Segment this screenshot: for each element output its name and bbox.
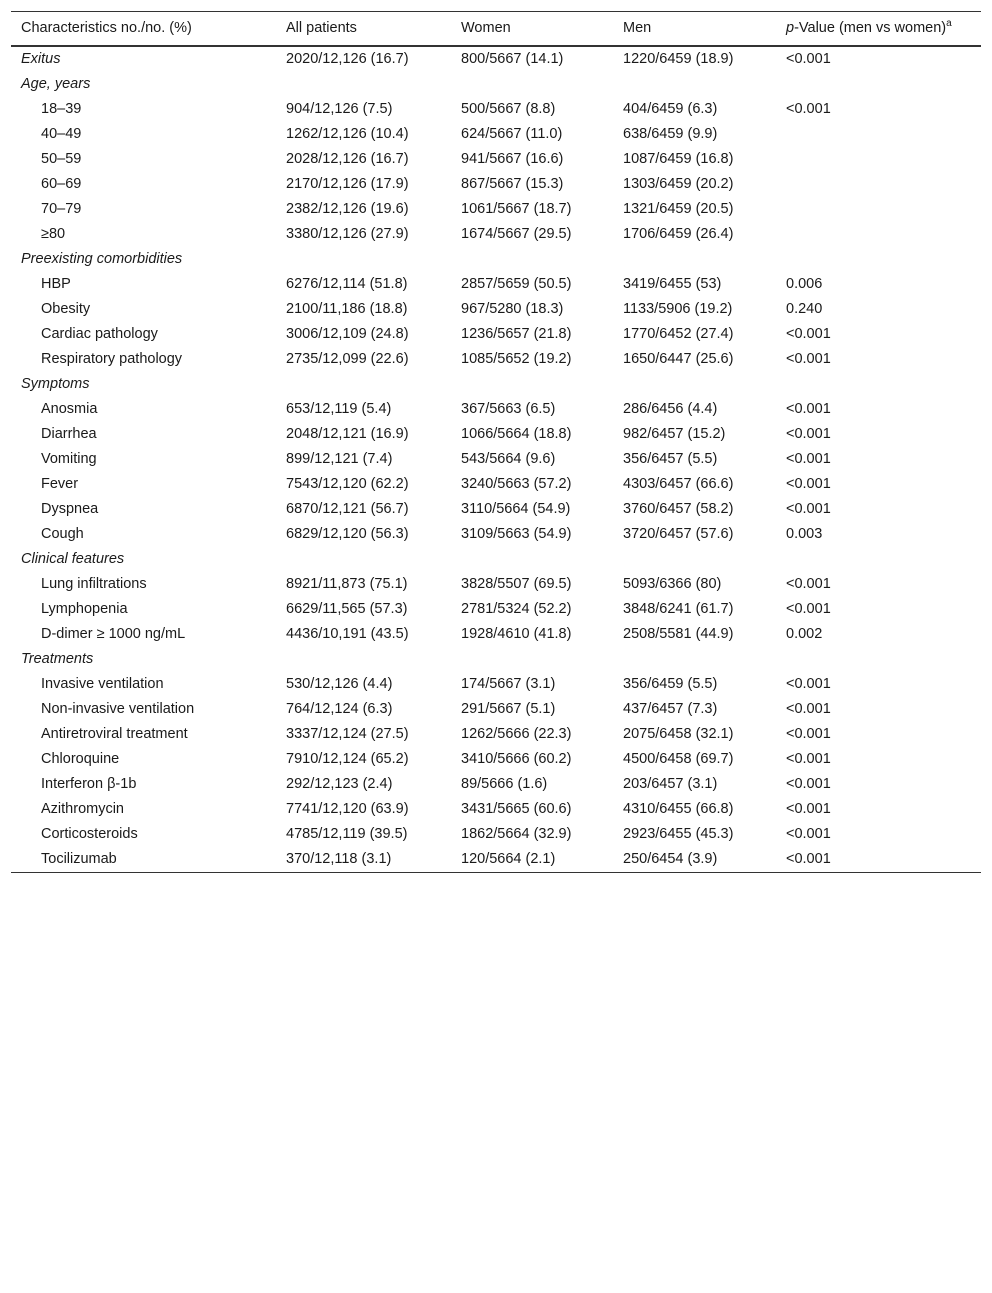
cell-all: 2100/11,186 (18.8) — [286, 301, 408, 317]
section-label: Age, years — [21, 76, 91, 92]
cell-men: 2075/6458 (32.1) — [623, 726, 734, 742]
cell-men: 1650/6447 (25.6) — [623, 351, 734, 367]
row-label: Cardiac pathology — [41, 326, 158, 342]
row-label: Invasive ventilation — [41, 676, 164, 692]
table-row — [11, 622, 981, 647]
row-label: Azithromycin — [41, 801, 124, 817]
cell-all: 764/12,124 (6.3) — [286, 701, 393, 717]
cell-women: 867/5667 (15.3) — [461, 176, 564, 192]
table-row — [11, 272, 981, 297]
cell-p: <0.001 — [786, 451, 831, 467]
table-row — [11, 672, 981, 697]
cell-women: 1061/5667 (18.7) — [461, 201, 572, 217]
cell-all: 6629/11,565 (57.3) — [286, 601, 408, 617]
cell-all: 3006/12,109 (24.8) — [286, 326, 409, 342]
cell-all: 3337/12,124 (27.5) — [286, 726, 409, 742]
cell-women: 120/5664 (2.1) — [451, 847, 613, 873]
table-row — [11, 597, 981, 622]
row-label: Tocilizumab — [11, 847, 276, 873]
header-p-value — [776, 12, 981, 47]
cell-all: 2048/12,121 (16.9) — [286, 426, 409, 442]
cell-p: <0.001 — [786, 801, 831, 817]
cell-all: 6276/12,114 (51.8) — [286, 276, 408, 292]
table-row — [11, 347, 981, 372]
cell-all: 4436/10,191 (43.5) — [286, 626, 409, 642]
cell-all: 1262/12,126 (10.4) — [286, 126, 409, 142]
header-characteristics: Characteristics no./no. (%) — [21, 20, 192, 36]
header-p-italic: p — [786, 20, 795, 36]
cell-p: <0.001 — [786, 576, 831, 592]
cell-p: <0.001 — [786, 326, 831, 342]
table-row — [11, 422, 981, 447]
row-label: Chloroquine — [41, 751, 120, 767]
cell-p: <0.001 — [786, 476, 831, 492]
cell-p: <0.001 — [786, 351, 831, 367]
row-label: Antiretroviral treatment — [41, 726, 188, 742]
cell-men: 1087/6459 (16.8) — [623, 151, 734, 167]
row-label: Fever — [41, 476, 79, 492]
table-row — [11, 97, 981, 122]
cell-men: 1770/6452 (27.4) — [623, 326, 734, 342]
header-row — [11, 12, 981, 47]
cell-all: 6870/12,121 (56.7) — [286, 501, 409, 517]
section-label: Clinical features — [21, 551, 125, 567]
table-row — [11, 572, 981, 597]
cell-all: 8921/11,873 (75.1) — [286, 576, 408, 592]
cell-women: 2781/5324 (52.2) — [461, 601, 572, 617]
cell-men: 5093/6366 (80) — [623, 576, 722, 592]
cell-all: 904/12,126 (7.5) — [286, 101, 393, 117]
cell-women: 291/5667 (5.1) — [461, 701, 556, 717]
cell-men: 1706/6459 (26.4) — [623, 226, 734, 242]
table-row — [11, 822, 981, 847]
cell-men: 1220/6459 (18.9) — [623, 51, 734, 67]
cell-women: 967/5280 (18.3) — [461, 301, 564, 317]
header-p-rest: -Value (men vs women) — [794, 20, 947, 36]
cell-all: 370/12,118 (3.1) — [276, 847, 451, 873]
cell-women: 3431/5665 (60.6) — [461, 801, 572, 817]
cell-all: 292/12,123 (2.4) — [286, 776, 393, 792]
cell-men: 2508/5581 (44.9) — [623, 626, 734, 642]
row-label: Lymphopenia — [41, 601, 128, 617]
cell-all: 2735/12,099 (22.6) — [286, 351, 409, 367]
cell-men: 437/6457 (7.3) — [623, 701, 718, 717]
cell-p: <0.001 — [786, 826, 831, 842]
cell-women: 500/5667 (8.8) — [461, 101, 556, 117]
cell-p: <0.001 — [776, 847, 981, 873]
table-row — [11, 397, 981, 422]
cell-women: 1085/5652 (19.2) — [461, 351, 572, 367]
cell-men: 356/6457 (5.5) — [623, 451, 718, 467]
row-label: 70–79 — [41, 201, 82, 217]
table-row — [11, 797, 981, 822]
cell-women: 800/5667 (14.1) — [461, 51, 564, 67]
table-row — [11, 847, 981, 873]
cell-p: <0.001 — [786, 701, 831, 717]
row-label: Non-invasive ventilation — [41, 701, 195, 717]
cell-men: 250/6454 (3.9) — [613, 847, 776, 873]
cell-men: 1303/6459 (20.2) — [623, 176, 734, 192]
table-row — [11, 497, 981, 522]
cell-p — [776, 197, 981, 222]
cell-women: 3240/5663 (57.2) — [461, 476, 572, 492]
cell-women: 941/5667 (16.6) — [461, 151, 564, 167]
header-p-footnote: a — [946, 18, 952, 30]
header-women: Women — [461, 20, 511, 36]
row-label: 18–39 — [41, 101, 82, 117]
table-body — [11, 46, 981, 873]
cell-men: 3720/6457 (57.6) — [623, 526, 734, 542]
cell-p: <0.001 — [786, 426, 831, 442]
cell-p: 0.003 — [786, 526, 823, 542]
row-label: 60–69 — [41, 176, 82, 192]
cell-p: <0.001 — [786, 776, 831, 792]
cell-women: 3410/5666 (60.2) — [461, 751, 572, 767]
cell-all: 7910/12,124 (65.2) — [286, 751, 409, 767]
cell-p: <0.001 — [786, 601, 831, 617]
table-container — [11, 11, 981, 873]
row-label: Interferon β-1b — [41, 776, 137, 792]
section-row — [11, 647, 981, 672]
cell-women: 624/5667 (11.0) — [461, 126, 563, 142]
cell-p — [776, 222, 981, 247]
row-label: ≥80 — [41, 226, 66, 242]
cell-all: 2170/12,126 (17.9) — [286, 176, 409, 192]
table-row — [11, 522, 981, 547]
section-label: Treatments — [21, 651, 94, 667]
cell-p: 0.006 — [786, 276, 823, 292]
cell-women: 367/5663 (6.5) — [461, 401, 556, 417]
row-label: Dyspnea — [41, 501, 99, 517]
cell-p: 0.240 — [786, 301, 823, 317]
cell-men: 3760/6457 (58.2) — [623, 501, 734, 517]
cell-all: 2382/12,126 (19.6) — [286, 201, 409, 217]
table-row — [11, 772, 981, 797]
cell-all: 2028/12,126 (16.7) — [286, 151, 409, 167]
table-row — [11, 122, 981, 147]
cell-p: <0.001 — [786, 401, 831, 417]
cell-women: 1862/5664 (32.9) — [461, 826, 572, 842]
cell-p — [776, 147, 981, 172]
cell-men: 4310/6455 (66.8) — [623, 801, 734, 817]
row-label: 40–49 — [41, 126, 82, 142]
cell-women: 1928/4610 (41.8) — [461, 626, 572, 642]
cell-men: 2923/6455 (45.3) — [623, 826, 734, 842]
cell-women: 1066/5664 (18.8) — [461, 426, 572, 442]
row-label: Exitus — [21, 51, 61, 67]
cell-all: 530/12,126 (4.4) — [286, 676, 393, 692]
cell-all: 7741/12,120 (63.9) — [286, 801, 409, 817]
cell-p — [776, 122, 981, 147]
section-row — [11, 72, 981, 97]
cell-all: 653/12,119 (5.4) — [286, 401, 392, 417]
cell-women: 3109/5663 (54.9) — [461, 526, 572, 542]
cell-p: 0.002 — [786, 626, 823, 642]
cell-men: 1321/6459 (20.5) — [623, 201, 734, 217]
cell-p: <0.001 — [786, 51, 831, 67]
cell-p: <0.001 — [786, 726, 831, 742]
cell-men: 4303/6457 (66.6) — [623, 476, 734, 492]
section-row — [11, 247, 981, 272]
table-row — [11, 747, 981, 772]
row-label: HBP — [41, 276, 71, 292]
cell-women: 89/5666 (1.6) — [461, 776, 548, 792]
cell-all: 899/12,121 (7.4) — [286, 451, 393, 467]
header-all-patients: All patients — [286, 20, 357, 36]
table-row — [11, 46, 981, 72]
header-men: Men — [623, 20, 652, 36]
section-row — [11, 547, 981, 572]
cell-women: 1674/5667 (29.5) — [461, 226, 572, 242]
cell-p: <0.001 — [786, 101, 831, 117]
cell-men: 982/6457 (15.2) — [623, 426, 726, 442]
cell-men: 3848/6241 (61.7) — [623, 601, 734, 617]
cell-women: 174/5667 (3.1) — [461, 676, 556, 692]
table-row — [11, 447, 981, 472]
row-label: Lung infiltrations — [41, 576, 147, 592]
table-row — [11, 722, 981, 747]
row-label: D-dimer ≥ 1000 ng/mL — [41, 626, 186, 642]
cell-women: 2857/5659 (50.5) — [461, 276, 572, 292]
cell-men: 404/6459 (6.3) — [623, 101, 718, 117]
cell-p: <0.001 — [786, 676, 831, 692]
cell-men: 4500/6458 (69.7) — [623, 751, 734, 767]
cell-all: 6829/12,120 (56.3) — [286, 526, 409, 542]
cell-men: 1133/5906 (19.2) — [623, 301, 733, 317]
cell-men: 638/6459 (9.9) — [623, 126, 718, 142]
section-label: Preexisting comorbidities — [21, 251, 183, 267]
cell-p: <0.001 — [786, 751, 831, 767]
cell-all: 3380/12,126 (27.9) — [286, 226, 409, 242]
section-row — [11, 372, 981, 397]
table-row — [11, 197, 981, 222]
cell-women: 1262/5666 (22.3) — [461, 726, 572, 742]
row-label: 50–59 — [41, 151, 82, 167]
cell-p: <0.001 — [786, 501, 831, 517]
cell-women: 1236/5657 (21.8) — [461, 326, 572, 342]
cell-men: 203/6457 (3.1) — [623, 776, 718, 792]
cell-men: 356/6459 (5.5) — [623, 676, 718, 692]
row-label: Respiratory pathology — [41, 351, 183, 367]
table-row — [11, 697, 981, 722]
table-row — [11, 172, 981, 197]
cell-all: 2020/12,126 (16.7) — [286, 51, 409, 67]
cell-all: 7543/12,120 (62.2) — [286, 476, 409, 492]
row-label: Obesity — [41, 301, 91, 317]
cell-men: 3419/6455 (53) — [623, 276, 722, 292]
table-row — [11, 472, 981, 497]
cell-all: 4785/12,119 (39.5) — [286, 826, 408, 842]
table-row — [11, 297, 981, 322]
cell-women: 3110/5664 (54.9) — [461, 501, 571, 517]
characteristics-table — [11, 11, 981, 873]
row-label: Vomiting — [41, 451, 97, 467]
table-row — [11, 322, 981, 347]
cell-women: 3828/5507 (69.5) — [461, 576, 572, 592]
row-label: Cough — [41, 526, 84, 542]
row-label: Diarrhea — [41, 426, 97, 442]
cell-women: 543/5664 (9.6) — [461, 451, 556, 467]
cell-p — [776, 172, 981, 197]
row-label: Anosmia — [41, 401, 98, 417]
section-label: Symptoms — [21, 376, 90, 392]
table-row — [11, 147, 981, 172]
table-row — [11, 222, 981, 247]
row-label: Corticosteroids — [41, 826, 138, 842]
cell-men: 286/6456 (4.4) — [623, 401, 718, 417]
